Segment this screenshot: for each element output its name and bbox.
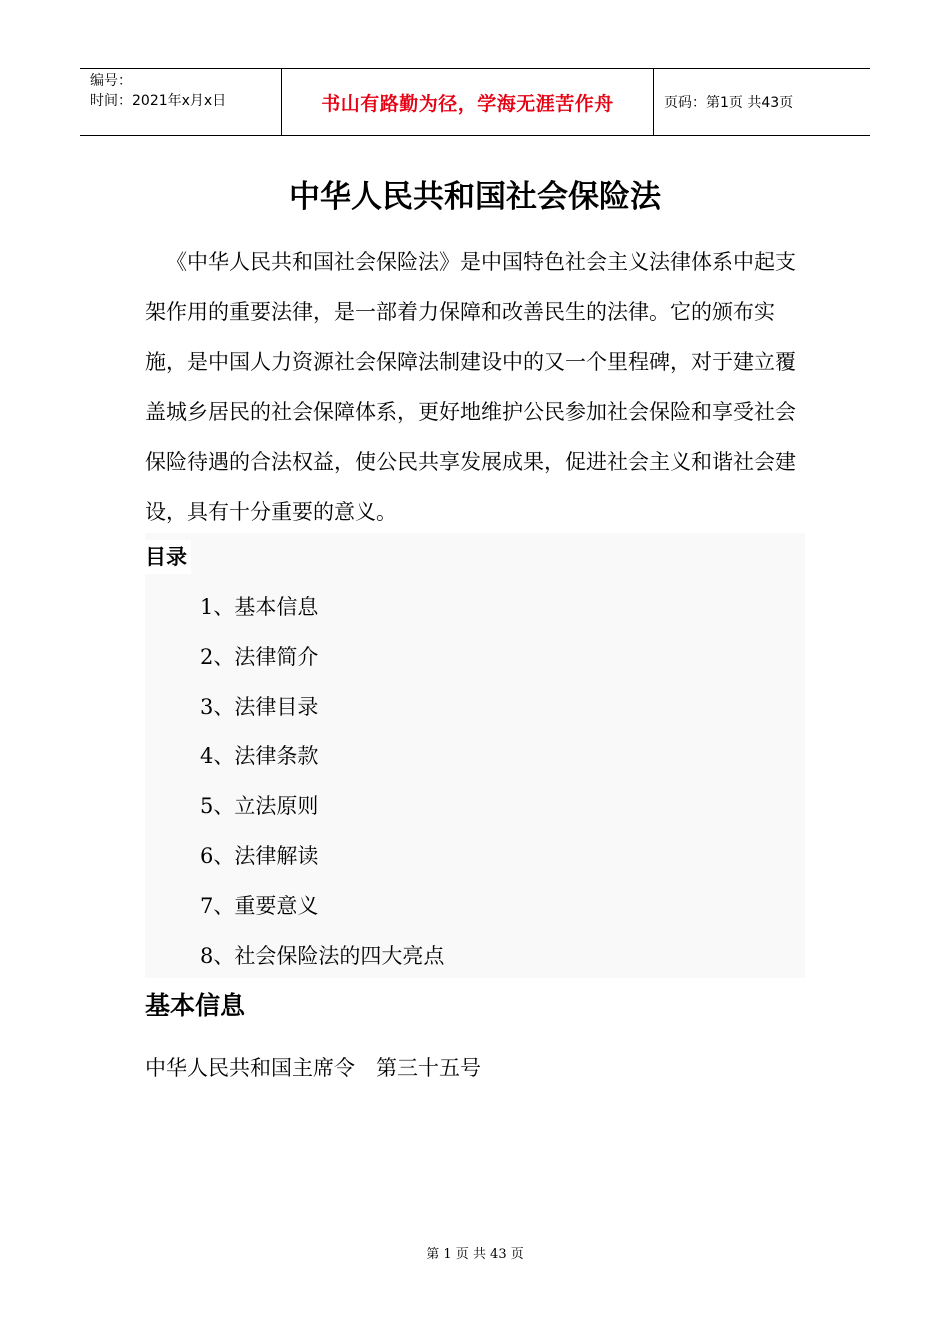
intro-paragraph: 《中华人民共和国社会保险法》是中国特色社会主义法律体系中起支架作用的重要法律，是一部着力保障和改善民生的法律。它的颁布实施，是中国人力资源社会保障法制建设中的又一个里程碑，对于建立覆盖城乡居民的社会保障体系，更好地维护公民参加社会保险和享受社会保险待遇的合法权益，使公民共享发展成果，促进社会主义和谐社会建设，具有十分重要的意义。: [145, 250, 796, 524]
toc-item[interactable]: 8、社会保险法的四大亮点: [200, 943, 445, 968]
toc-item[interactable]: 1、基本信息: [200, 595, 319, 619]
toc-list: [200, 583, 444, 981]
header-code-label: 编号：: [90, 73, 132, 89]
toc-item[interactable]: 5、立法原则: [200, 794, 319, 819]
header-slogan: 书山有路勤为径，学海无涯苦作舟: [281, 69, 654, 135]
page-header: [80, 68, 870, 136]
section-text-decree: 中华人民共和国主席令 第三十五号: [145, 1056, 481, 1080]
toc-item[interactable]: 2、法律简介: [200, 644, 319, 669]
header-page-info: 页码：第1页 共43页: [664, 95, 794, 111]
document-title: 中华人民共和国社会保险法: [289, 179, 661, 215]
header-meta: [80, 69, 281, 135]
header-time: 时间：2021年x月x日: [90, 93, 227, 109]
section-heading-basic-info: 基本信息: [145, 991, 246, 1020]
toc-item[interactable]: 4、法律条款: [200, 744, 319, 769]
page-footer: 第 1 页 共 43 页: [426, 1247, 524, 1262]
toc-heading: 目录: [145, 540, 191, 574]
toc-item[interactable]: 3、法律目录: [200, 694, 319, 719]
toc-item[interactable]: 7、重要意义: [200, 893, 319, 918]
toc-item[interactable]: 6、法律解读: [200, 843, 319, 868]
